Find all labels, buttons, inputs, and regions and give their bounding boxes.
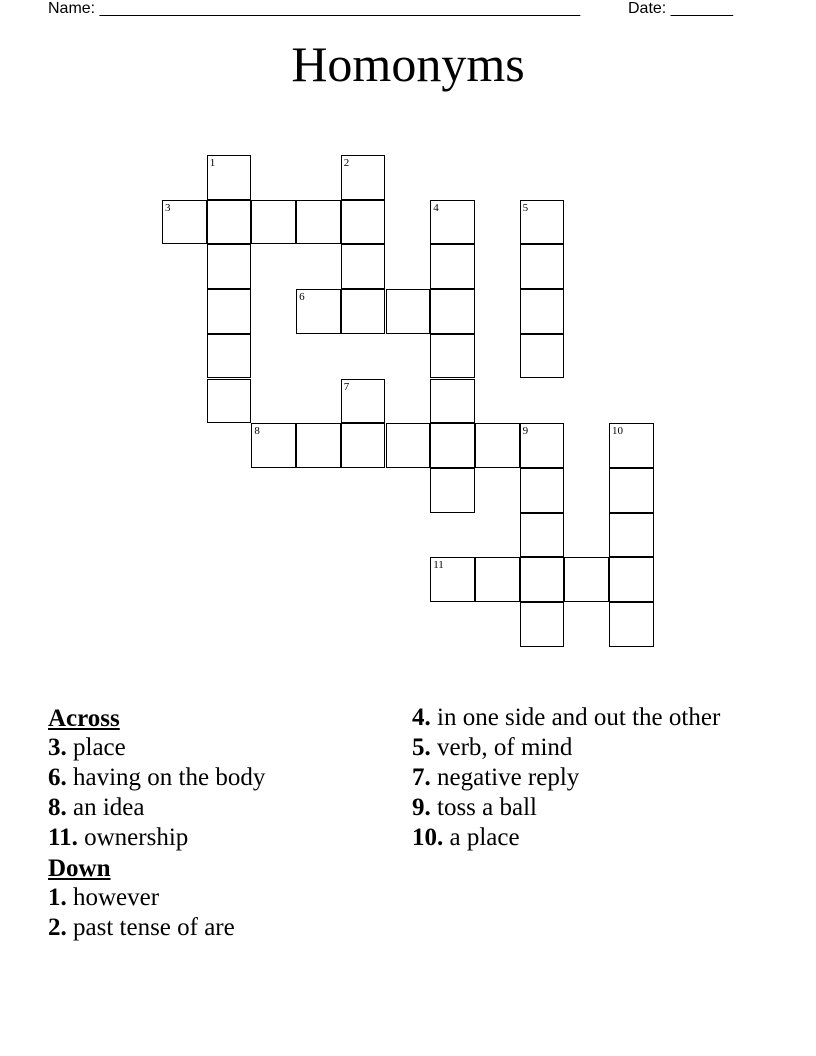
clue-number: 5. <box>412 734 431 761</box>
cell-number: 5 <box>522 201 529 214</box>
crossword-cell[interactable] <box>341 379 386 424</box>
crossword-cell[interactable] <box>207 289 252 334</box>
crossword-cell[interactable] <box>341 423 386 468</box>
crossword-cell[interactable] <box>430 200 475 245</box>
name-field-label: Name: ______________________________________________________ <box>48 0 581 17</box>
cell-number: 1 <box>209 157 216 169</box>
clue-text: past tense of are <box>73 914 235 941</box>
clue-text: an idea <box>73 794 145 821</box>
crossword-cell[interactable] <box>609 423 654 468</box>
across-heading: Across <box>48 705 120 732</box>
clue-text: ownership <box>84 824 189 851</box>
crossword-cell[interactable] <box>430 334 475 379</box>
clue-number: 7. <box>412 764 431 791</box>
crossword-cell[interactable] <box>520 513 565 558</box>
clue-number: 3. <box>48 734 67 761</box>
crossword-cell[interactable] <box>520 557 565 602</box>
clue-down-2 <box>48 914 388 942</box>
clue-down-10 <box>412 824 742 852</box>
crossword-cell[interactable] <box>520 200 565 245</box>
crossword-cell[interactable] <box>251 423 296 468</box>
crossword-cell[interactable] <box>520 289 565 334</box>
crossword-cell[interactable] <box>296 200 341 245</box>
crossword-cell[interactable] <box>475 423 520 468</box>
clue-number: 4. <box>412 704 431 731</box>
crossword-cell[interactable] <box>341 155 386 200</box>
clue-text: in one side and out the other <box>437 704 721 731</box>
cell-number: 6 <box>299 291 305 304</box>
cell-number: 4 <box>433 201 439 214</box>
crossword-cell[interactable] <box>162 200 207 245</box>
clue-text: place <box>73 734 126 761</box>
crossword-cell[interactable] <box>430 423 475 468</box>
clue-across-11 <box>48 824 388 852</box>
crossword-cell[interactable] <box>207 244 252 289</box>
clue-text: toss a ball <box>437 794 537 821</box>
crossword-cell[interactable] <box>520 334 565 379</box>
crossword-cell[interactable] <box>207 155 252 200</box>
clue-down-9 <box>412 794 742 822</box>
clue-down-5 <box>412 734 742 762</box>
crossword-cell[interactable] <box>341 200 386 245</box>
clues-right-column <box>412 704 742 854</box>
cell-number: 2 <box>343 157 350 169</box>
clue-number: 6. <box>48 764 67 791</box>
cell-number: 7 <box>343 380 350 393</box>
clue-number: 8. <box>48 794 67 821</box>
crossword-cell[interactable] <box>609 468 654 513</box>
clue-number: 9. <box>412 794 431 821</box>
crossword-cell[interactable] <box>564 557 609 602</box>
cell-number: 8 <box>254 425 260 438</box>
clue-down-1 <box>48 884 388 912</box>
crossword-cell[interactable] <box>386 423 431 468</box>
crossword-cell[interactable] <box>296 423 341 468</box>
cell-number: 10 <box>612 425 623 438</box>
clue-text: having on the body <box>73 764 266 791</box>
crossword-cell[interactable] <box>520 602 565 647</box>
clue-text: negative reply <box>437 764 580 791</box>
clue-number: 2. <box>48 914 67 941</box>
crossword-cell[interactable] <box>609 602 654 647</box>
crossword-cell[interactable] <box>341 244 386 289</box>
crossword-cell[interactable] <box>609 557 654 602</box>
crossword-cell[interactable] <box>386 289 431 334</box>
clue-number: 1. <box>48 884 67 911</box>
clue-across-8 <box>48 794 388 822</box>
crossword-cell[interactable] <box>207 200 252 245</box>
down-heading: Down <box>48 855 111 882</box>
crossword-cell[interactable] <box>430 468 475 513</box>
crossword-cell[interactable] <box>341 289 386 334</box>
clues-left-column <box>48 704 388 944</box>
clue-text: however <box>73 884 160 911</box>
clue-across-3 <box>48 734 388 762</box>
crossword-cell[interactable] <box>430 379 475 424</box>
cell-number: 11 <box>433 559 444 572</box>
crossword-cell[interactable] <box>475 557 520 602</box>
crossword-cell[interactable] <box>430 557 475 602</box>
page-title: Homonyms <box>291 36 525 92</box>
crossword-cell[interactable] <box>520 468 565 513</box>
cell-number: 9 <box>522 425 529 438</box>
clue-down-7 <box>412 764 742 792</box>
crossword-cell[interactable] <box>207 334 252 379</box>
crossword-cell[interactable] <box>251 200 296 245</box>
crossword-cell[interactable] <box>296 289 341 334</box>
cell-number: 3 <box>165 201 171 214</box>
crossword-cell[interactable] <box>430 289 475 334</box>
clue-text: a place <box>449 824 520 851</box>
crossword-cell[interactable] <box>520 244 565 289</box>
crossword-cell[interactable] <box>430 244 475 289</box>
clue-number: 11. <box>48 824 78 851</box>
crossword-cell[interactable] <box>207 379 252 424</box>
clue-down-4 <box>412 704 742 732</box>
crossword-cell[interactable] <box>609 513 654 558</box>
crossword-cell[interactable] <box>520 423 565 468</box>
clue-text: verb, of mind <box>437 734 573 761</box>
date-field-label: Date: _______ <box>628 0 733 17</box>
clue-across-6 <box>48 764 388 792</box>
clue-number: 10. <box>412 824 444 851</box>
